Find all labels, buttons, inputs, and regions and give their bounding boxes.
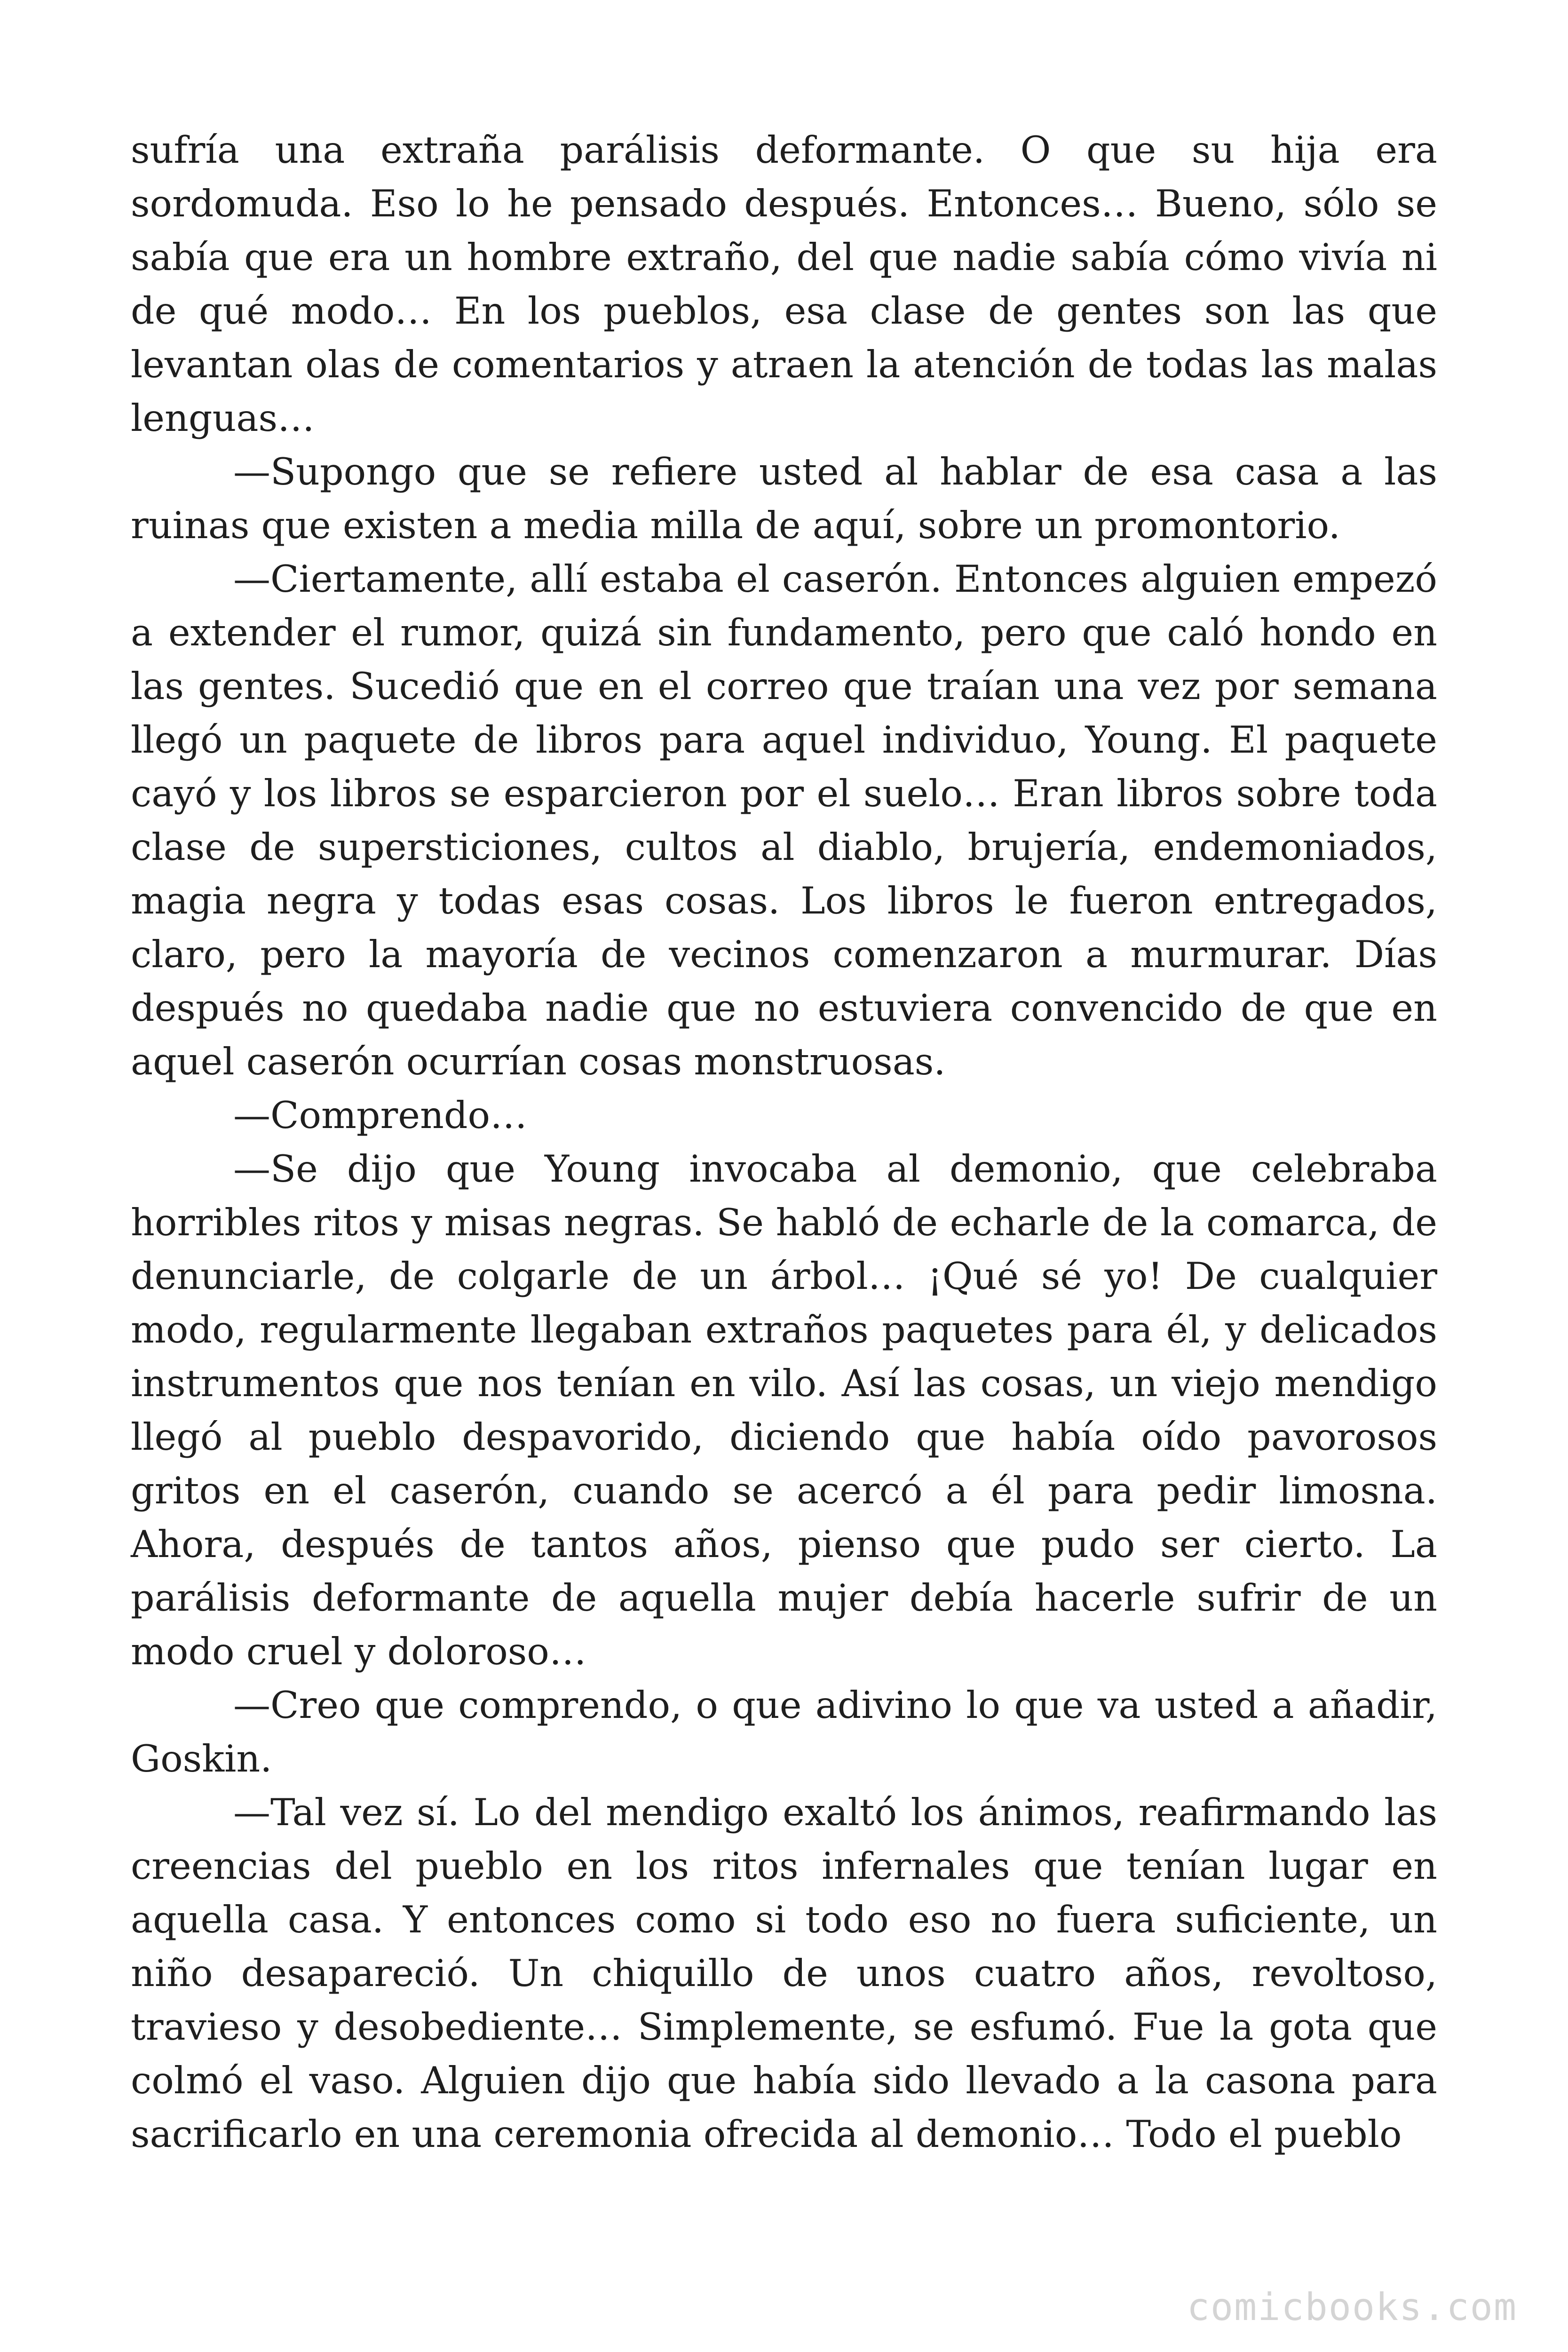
dialogue-paragraph: —Creo que comprendo, o que adivino lo que va usted a añadir, Goskin.: [131, 1684, 1437, 1780]
page-body: [131, 123, 1437, 2161]
dialogue-paragraph: —Supongo que se refiere usted al hablar de esa casa a las ruinas que existen a media milla de aquí, sobre un promontorio.: [131, 450, 1437, 547]
dialogue-paragraph: —Tal vez sí. Lo del mendigo exaltó los ánimos, reafirmando las creencias del pueblo en los ritos infernales que tenían lugar en aquella casa. Y entonces como si todo eso no fuera suficiente, un niño desapareció. Un chiquillo de unos cuatro años, revoltoso, travieso y desobediente… Simplemente, se esfumó. Fue la gota que colmó el vaso. Alguien dijo que había sido llevado a la casona para sacrificarlo en una ceremonia ofrecida al demonio… Todo el pueblo: [131, 1791, 1437, 2156]
dialogue-paragraph: —Comprendo…: [233, 1094, 528, 1137]
dialogue-paragraph: —Se dijo que Young invocaba al demonio, que celebraba horribles ritos y misas negras. Se habló de echarle de la comarca, de denunciarle, de colgarle de un árbol… ¡Qué sé yo! De cualquier modo, regularmente llegaban extraños paquetes para él, y delicados instrumentos que nos tenían en vilo. Así las cosas, un viejo mendigo llegó al pueblo despavorido, diciendo que había oído pavorosos gritos en el caserón, cuando se acercó a él para pedir limosna. Ahora, después de tantos años, pienso que pudo ser cierto. La parálisis deformante de aquella mujer debía hacerle sufrir de un modo cruel y doloroso…: [131, 1147, 1437, 1673]
paragraph-continuation: sufría una extraña parálisis deformante. O que su hija era sordomuda. Eso lo he pensado después. Entonces… Bueno, sólo se sabía que era un hombre extraño, del que nadie sabía cómo vivía ni de qué modo… En los pueblos, esa clase de gentes son las que levantan olas de comentarios y atraen la atención de todas las malas lenguas…: [131, 128, 1437, 440]
watermark: comicbooks.com: [1187, 2285, 1517, 2329]
dialogue-paragraph: —Ciertamente, allí estaba el caserón. Entonces alguien empezó a extender el rumor, quizá sin fundamento, pero que caló hondo en las gentes. Sucedió que en el correo que traían una vez por semana llegó un paquete de libros para aquel individuo, Young. El paquete cayó y los libros se esparcieron por el suelo… Eran libros sobre toda clase de supersticiones, cultos al diablo, brujería, endemoniados, magia negra y todas esas cosas. Los libros le fueron entregados, claro, pero la mayoría de vecinos comenzaron a murmurar. Días después no quedaba nadie que no estuviera convencido de que en aquel caserón ocurrían cosas monstruosas.: [131, 557, 1437, 1083]
